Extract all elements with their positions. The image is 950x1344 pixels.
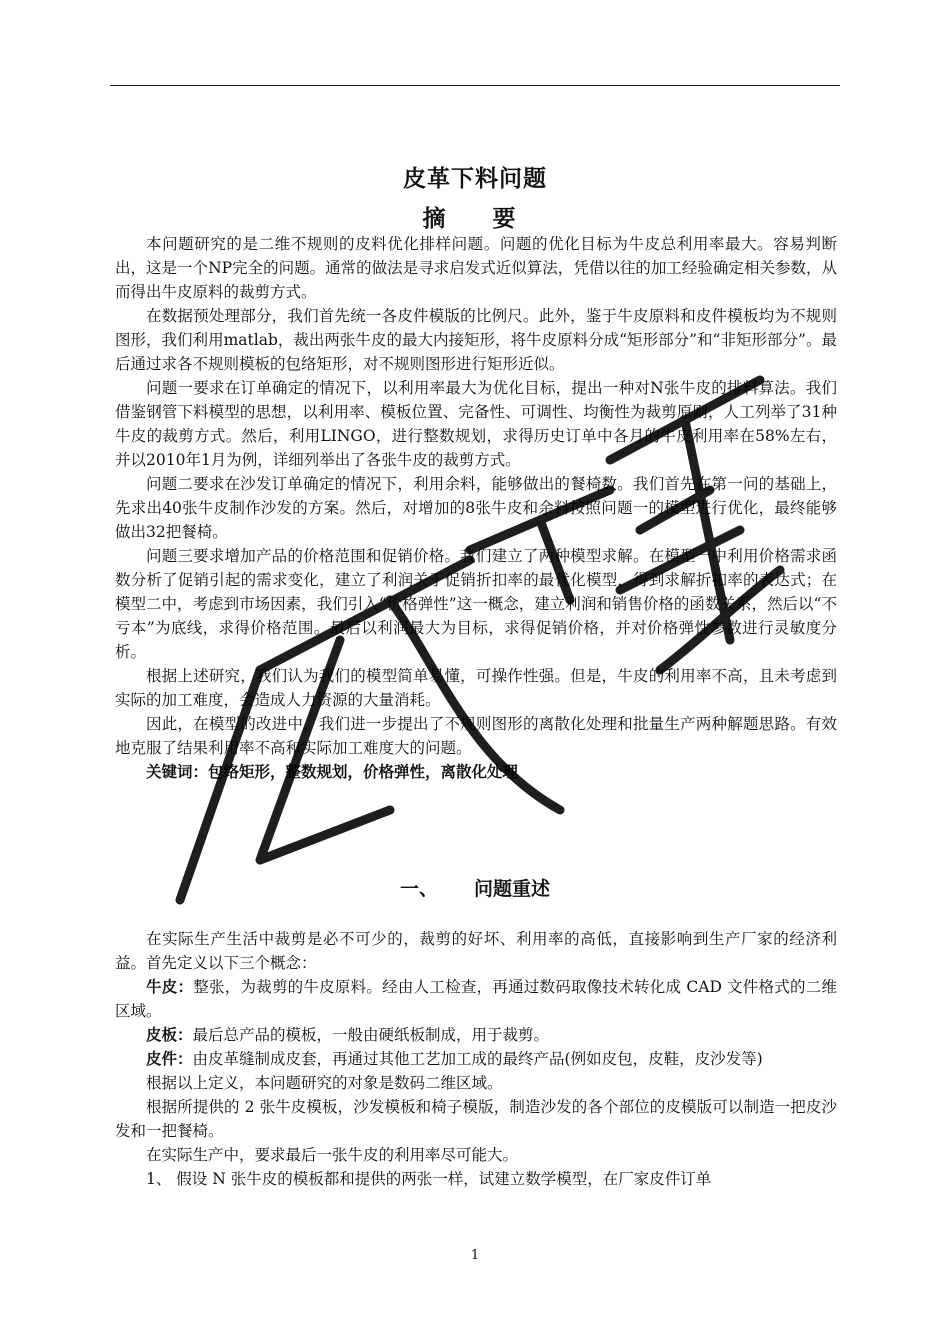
section-title: 问题重述 (474, 878, 551, 900)
section-paragraph: 在实际生产中，要求最后一张牛皮的利用率尽可能大。 (146, 1146, 519, 1164)
abstract-paragraph: 本问题研究的是二维不规则的皮料优化排样问题。问题的优化目标为牛皮总利用率最大。容易判断出，这是一个NP完全的问题。通常的做法是寻求启发式近似算法，凭借以往的加工经验确定相关参数，从而得出牛皮原料的裁剪方式。 (115, 235, 837, 301)
section-heading (0, 874, 950, 901)
abstract-paragraph: 问题二要求在沙发订单确定的情况下，利用余料，能够做出的餐椅数。我们首先在第一问的基础上，先求出40张牛皮制作沙发的方案。然后，对增加的8张牛皮和余料按照问题一的模型进行优化，最终能够做出32把餐椅。 (115, 475, 837, 541)
definition-term: 皮板： (146, 1026, 193, 1044)
definition-term: 牛皮： (146, 978, 194, 996)
section-paragraph: 根据所提供的 2 张牛皮模板，沙发模板和椅子模版，制造沙发的各个部位的皮模版可以制造一把皮沙发和一把餐椅。 (115, 1098, 837, 1140)
abstract-paragraph: 问题一要求在订单确定的情况下，以利用率最大为优化目标，提出一种对N张牛皮的排料算法。我们借鉴钢管下料模型的思想，以利用率、模板位置、完备性、可调性、均衡性为裁剪原则，人工列举了31种牛皮的裁剪方式。然后，利用LINGO，进行整数规划，求得历史订单中各月的牛皮利用率在58%左右，并以2010年1月为例，详细列举出了各张牛皮的裁剪方式。 (115, 379, 837, 469)
definition-item (115, 1047, 837, 1071)
section-paragraph: 根据以上定义，本问题研究的对象是数码二维区域。 (146, 1074, 503, 1092)
abstract-heading: 摘 要 (422, 206, 528, 232)
definition-term: 皮件： (146, 1050, 193, 1068)
definition-item (115, 1023, 837, 1047)
section-body (115, 927, 837, 1191)
page-number: 1 (470, 1248, 480, 1263)
definition-text: 整张，为裁剪的牛皮原料。经由人工检查，再通过数码取像技术转化成 CAD 文件格式的二维区域。 (115, 978, 837, 1020)
abstract-paragraph: 问题三要求增加产品的价格范围和促销价格。我们建立了两种模型求解。在模型一中利用价格需求函数分析了促销引起的需求变化，建立了利润关于促销折扣率的最优化模型，得到求解折扣率的表达式；在模型二中，考虑到市场因素，我们引入“价格弹性”这一概念，建立利润和销售价格的函数关系，然后以“不亏本”为底线，求得价格范围。最后以利润最大为目标，求得促销价格，并对价格弹性参数进行灵敏度分析。 (115, 547, 837, 661)
section-paragraph: 1、 假设 N 张牛皮的模板都和提供的两张一样，试建立数学模型，在厂家皮件订单 (146, 1170, 712, 1188)
keywords: 关键词：包络矩形，整数规划，价格弹性，离散化处理 (146, 763, 519, 781)
abstract-paragraph: 因此，在模型的改进中，我们进一步提出了不规则图形的离散化处理和批量生产两种解题思路。有效地克服了结果利用率不高和实际加工难度大的问题。 (115, 715, 837, 757)
abstract-paragraph: 在数据预处理部分，我们首先统一各皮件模版的比例尺。此外，鉴于牛皮原料和皮件模板均为不规则图形，我们利用matlab，裁出两张牛皮的最大内接矩形，将牛皮原料分成“矩形部分”和“非矩形部分”。最后通过求各不规则模板的包络矩形，对不规则图形进行矩形近似。 (115, 307, 837, 373)
definition-text: 最后总产品的模板，一般由硬纸板制成，用于裁剪。 (192, 1026, 550, 1044)
section-number: 一、 (399, 878, 438, 900)
definition-text: 由皮革缝制成皮套，再通过其他工艺加工成的最终产品(例如皮包，皮鞋，皮沙发等) (192, 1050, 763, 1068)
header-rule (110, 85, 840, 86)
page-title: 皮革下料问题 (403, 166, 547, 192)
abstract-paragraph: 根据上述研究，我们认为我们的模型简单易懂，可操作性强。但是，牛皮的利用率不高，且未考虑到实际的加工难度，会造成人力资源的大量消耗。 (115, 667, 837, 709)
definition-item (115, 975, 837, 1023)
abstract-body (115, 232, 837, 784)
section-intro: 在实际生产生活中裁剪是必不可少的，裁剪的好坏、利用率的高低，直接影响到生产厂家的经济利益。首先定义以下三个概念： (115, 930, 837, 972)
